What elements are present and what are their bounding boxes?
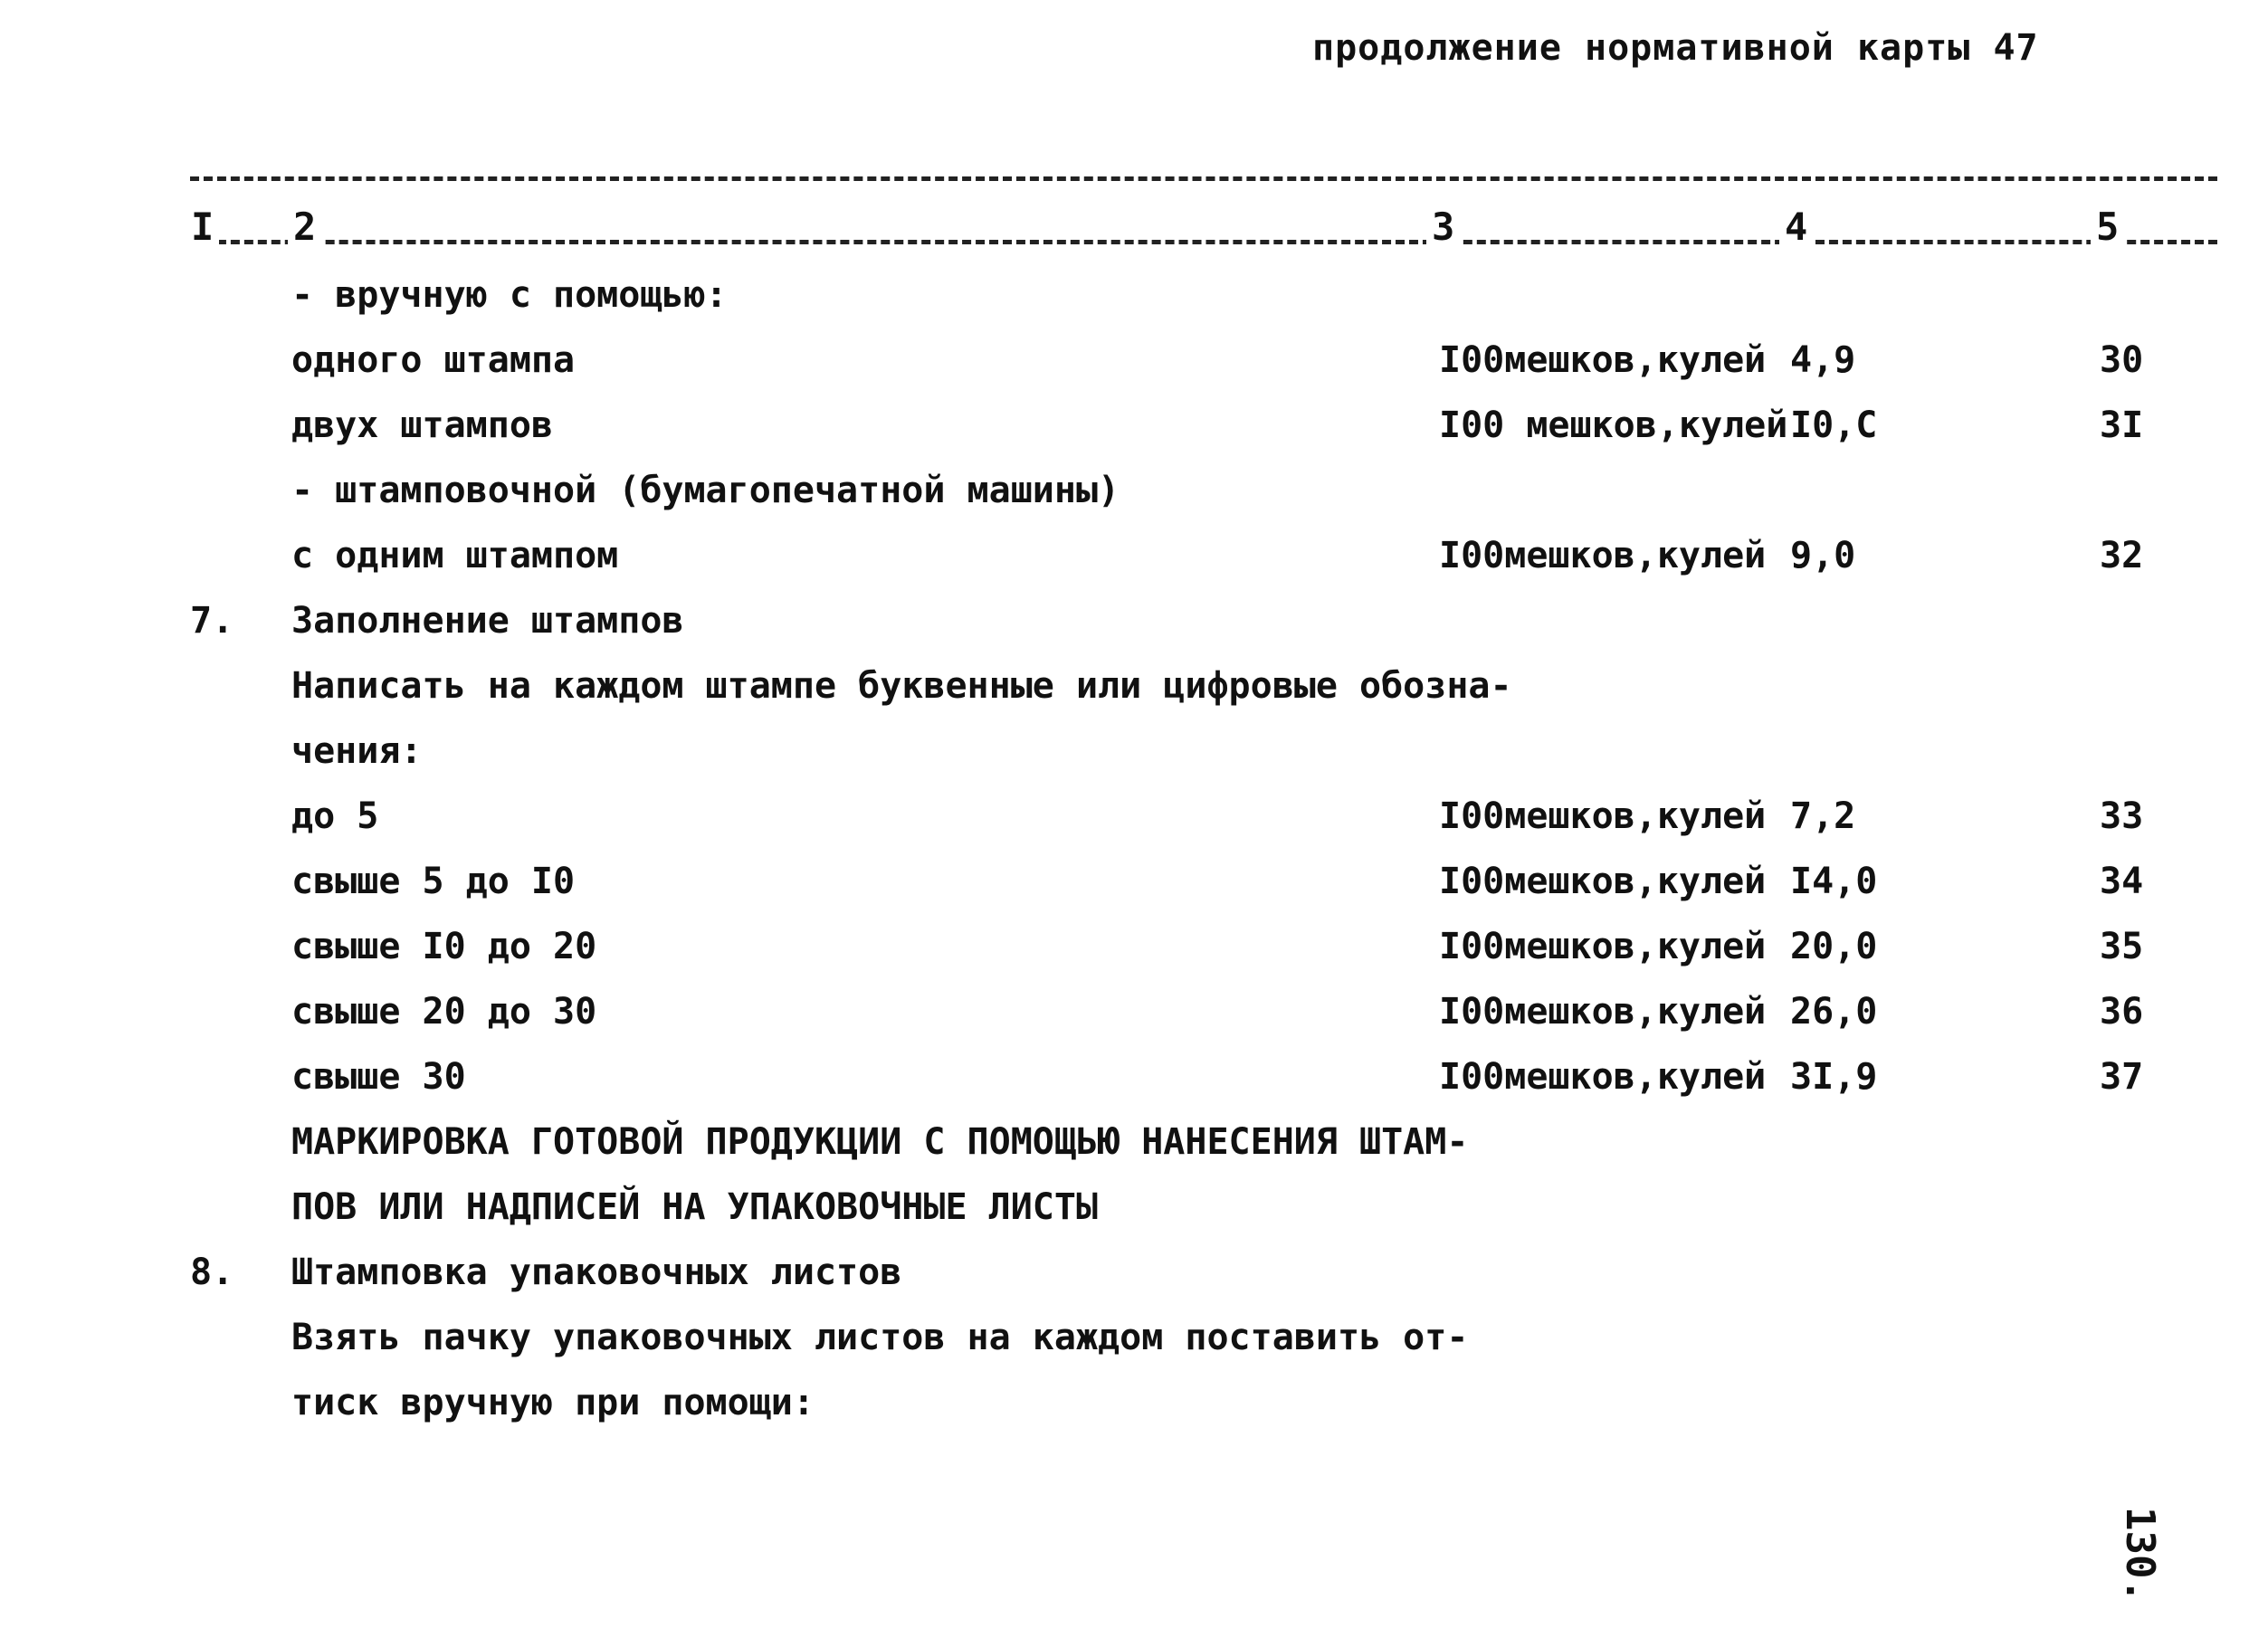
operation-text: Штамповка упаковочных листов: [291, 1252, 902, 1293]
row-code: 32: [2100, 535, 2144, 576]
unit-text: I00мешков,кулей: [1439, 926, 1767, 967]
table-top-rule: [190, 176, 2217, 181]
table-row: [0, 985, 2268, 1039]
operation-text: - вручную с помощью:: [291, 274, 728, 316]
operation-text: Написать на каждом штампе буквенные или цифровые обозна-: [291, 665, 1512, 707]
table-row: [0, 463, 2268, 518]
row-code: 3I: [2100, 405, 2144, 446]
table-row: [0, 789, 2268, 843]
operation-text: двух штампов: [291, 405, 553, 446]
page-number: 130.: [2117, 1507, 2163, 1603]
unit-text: I00мешков,кулей: [1439, 1056, 1767, 1098]
unit-text: I00мешков,кулей: [1439, 535, 1767, 576]
column-number-1: I: [186, 206, 219, 248]
operation-text: до 5: [291, 795, 379, 837]
row-code: 33: [2100, 795, 2144, 837]
operation-text: ПОВ ИЛИ НАДПИСЕЙ НА УПАКОВОЧНЫЕ ЛИСТЫ: [291, 1186, 1099, 1228]
norm-value: I4,0: [1790, 861, 1878, 902]
table-row: [0, 333, 2268, 387]
row-code: 36: [2100, 991, 2144, 1033]
table-row: [0, 854, 2268, 909]
table-row: [0, 659, 2268, 713]
operation-text: Взять пачку упаковочных листов на каждом поставить от-: [291, 1317, 1469, 1358]
unit-text: I00мешков,кулей: [1439, 339, 1767, 381]
column-number-4: 4: [1779, 206, 1813, 248]
norm-value: 7,2: [1790, 795, 1856, 837]
norm-value: 26,0: [1790, 991, 1878, 1033]
table-row: [0, 1245, 2268, 1300]
item-number: 8.: [190, 1252, 234, 1293]
norm-value: 20,0: [1790, 926, 1878, 967]
row-code: 30: [2100, 339, 2144, 381]
norm-value: 3I,9: [1790, 1056, 1878, 1098]
column-number-3: 3: [1426, 206, 1460, 248]
unit-text: I00мешков,кулей: [1439, 795, 1767, 837]
operation-text: одного штампа: [291, 339, 576, 381]
norm-value: 9,0: [1790, 535, 1856, 576]
unit-text: I00мешков,кулей: [1439, 991, 1767, 1033]
table-row: [0, 398, 2268, 452]
table-row: [0, 919, 2268, 974]
table-row: [0, 1115, 2268, 1169]
operation-text: с одним штампом: [291, 535, 619, 576]
table-row: [0, 528, 2268, 583]
unit-text: I00мешков,кулей: [1439, 861, 1767, 902]
operation-text: свыше 30: [291, 1056, 466, 1098]
operation-text: чения:: [291, 730, 423, 772]
operation-text: свыше I0 до 20: [291, 926, 597, 967]
row-code: 35: [2100, 926, 2144, 967]
table-row: [0, 1310, 2268, 1365]
norm-value: I0,C: [1790, 405, 1878, 446]
column-number-2: 2: [288, 206, 321, 248]
unit-text: I00 мешков,кулей: [1439, 405, 1788, 446]
operation-text: тиск вручную при помощи:: [291, 1382, 815, 1423]
column-number-5: 5: [2091, 206, 2124, 248]
operation-text: свыше 5 до I0: [291, 861, 576, 902]
operation-text: свыше 20 до 30: [291, 991, 597, 1033]
table-row: [0, 724, 2268, 778]
row-code: 34: [2100, 861, 2144, 902]
item-number: 7.: [190, 600, 234, 642]
table-row: [0, 1050, 2268, 1104]
table-row: [0, 1376, 2268, 1430]
table-row: [0, 268, 2268, 322]
row-code: 37: [2100, 1056, 2144, 1098]
table-row: [0, 1180, 2268, 1234]
table-header-rule: [190, 240, 2217, 244]
operation-text: Заполнение штампов: [291, 600, 684, 642]
page-header: продолжение нормативной карты 47: [1312, 27, 2039, 69]
operation-text: - штамповочной (бумагопечатной машины): [291, 470, 1120, 511]
operation-text: МАРКИРОВКА ГОТОВОЙ ПРОДУКЦИИ С ПОМОЩЬЮ НАНЕСЕНИЯ ШТАМ-: [291, 1121, 1469, 1163]
table-row: [0, 594, 2268, 648]
norm-value: 4,9: [1790, 339, 1856, 381]
